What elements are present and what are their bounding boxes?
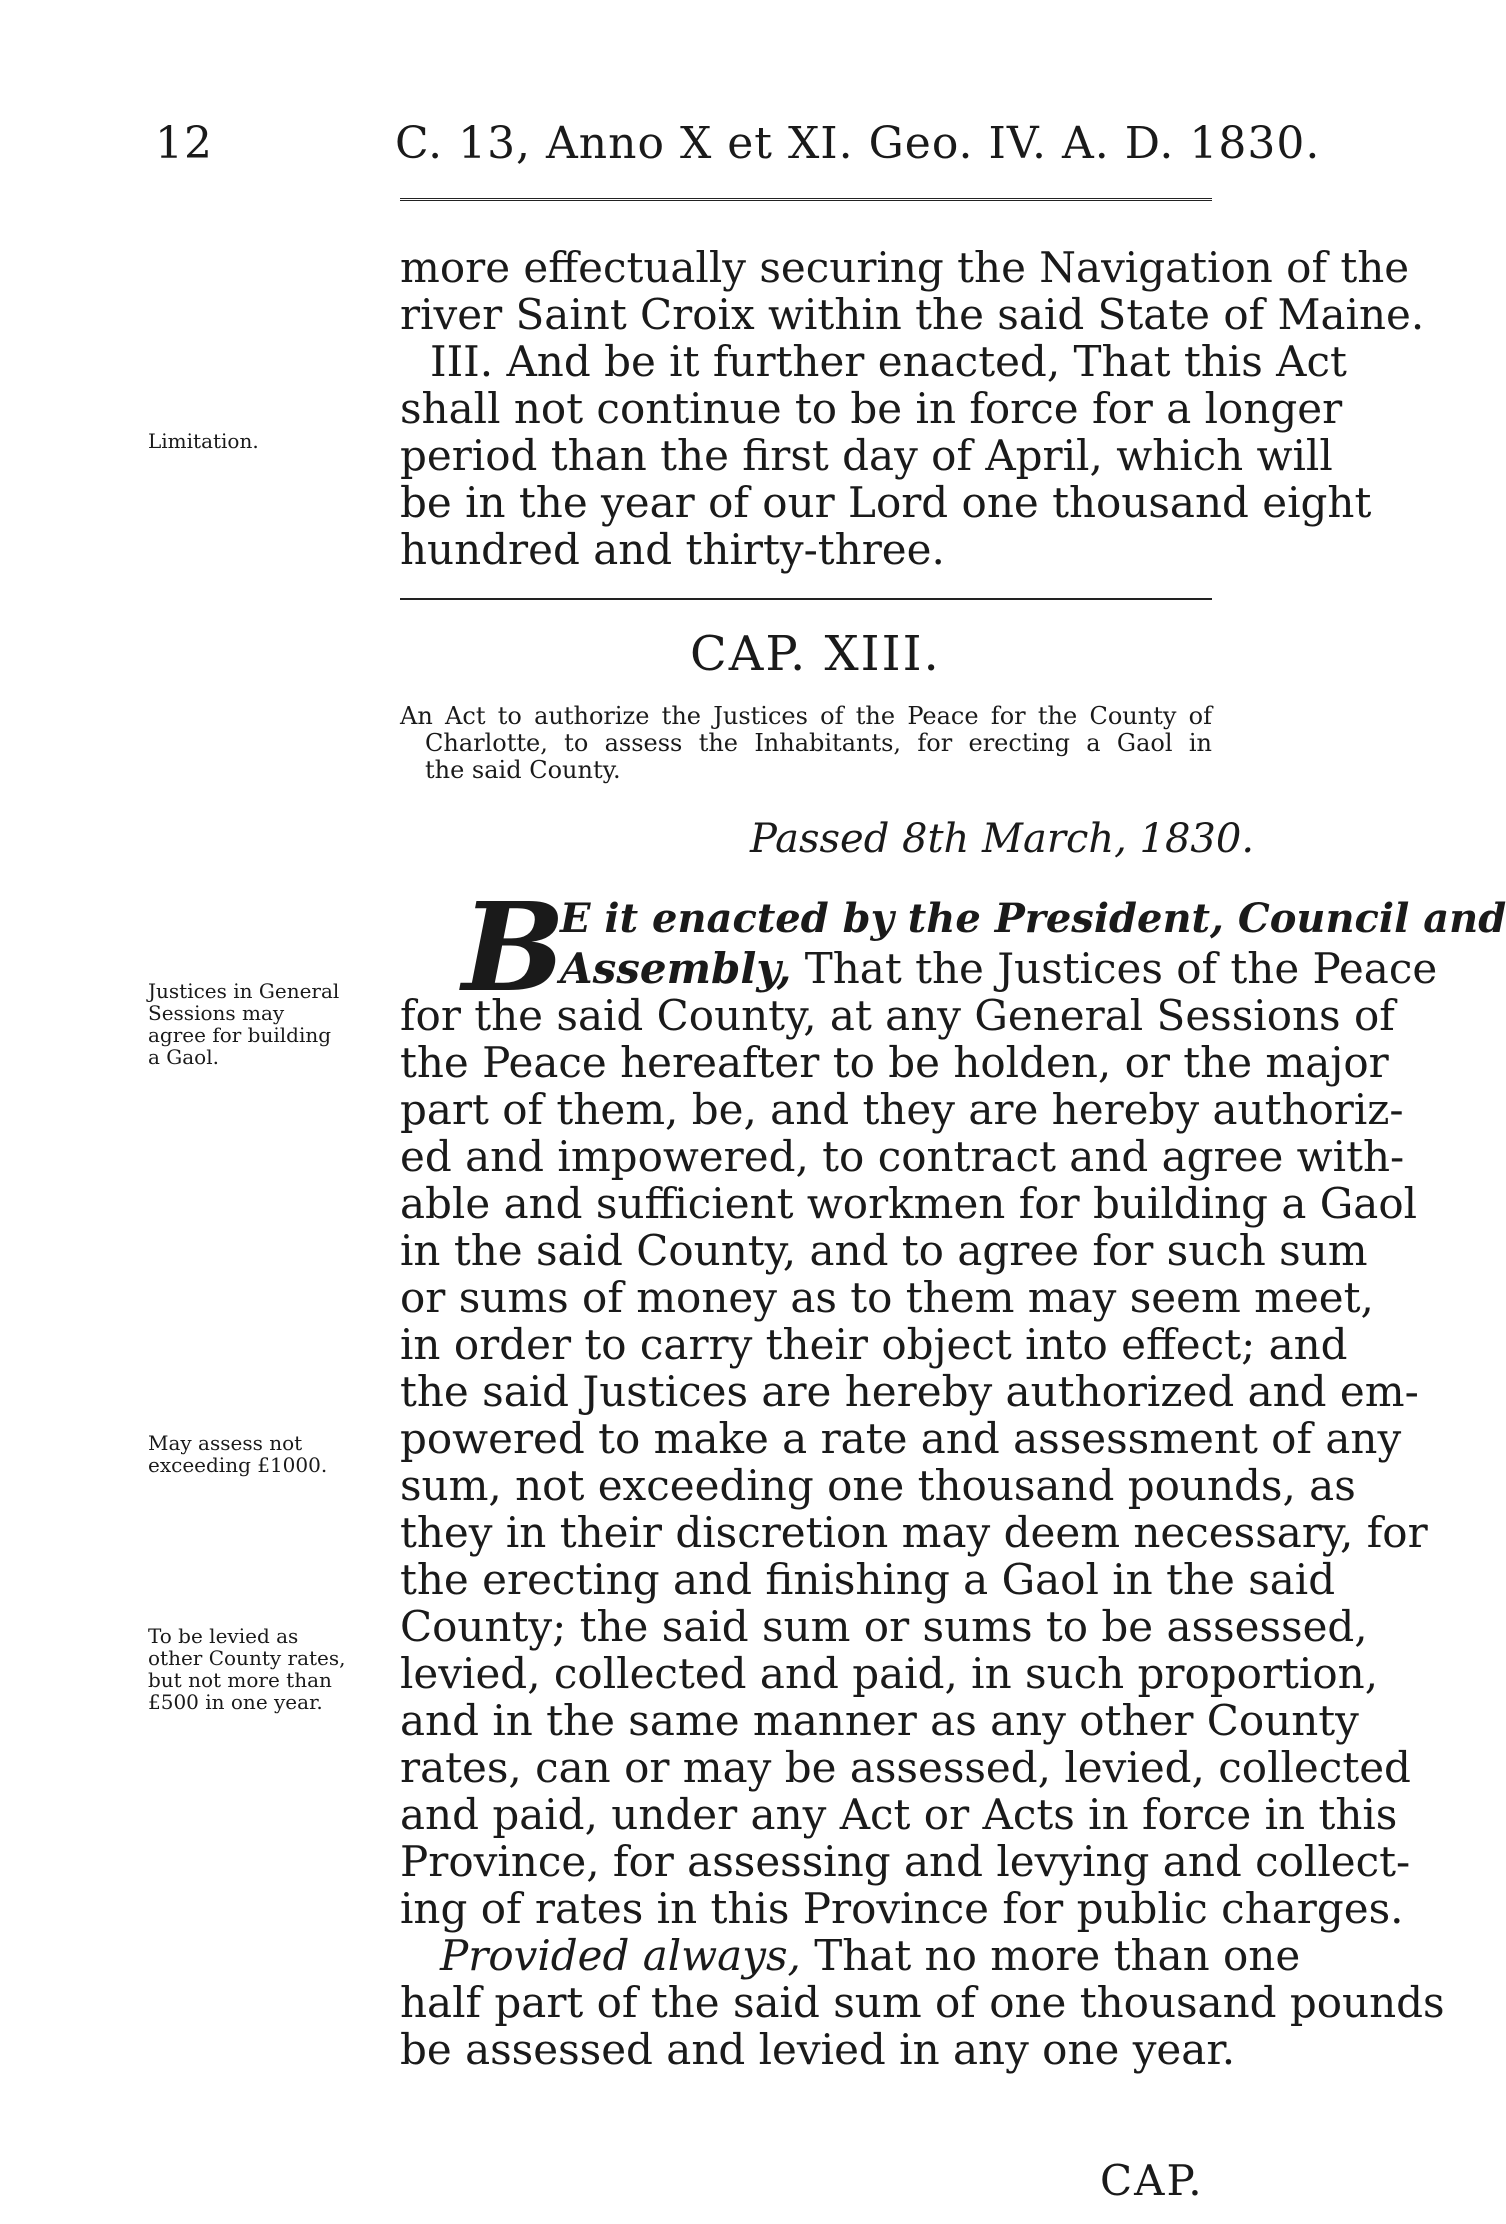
text-line: they in their discretion may deem necessary, for (400, 1508, 1428, 1557)
text-line: the Peace hereafter to be holden, or the major (400, 1038, 1389, 1087)
summary-line: An Act to authorize the Justices of the Peace for the County of (400, 702, 1212, 730)
text-line: levied, collected and paid, in such proportion, (400, 1649, 1379, 1698)
text-line: sum, not exceeding one thousand pounds, as (400, 1461, 1356, 1510)
text-line: be in the year of our Lord one thousand eight (400, 478, 1372, 527)
text-line: rates, can or may be assessed, levied, collected (400, 1743, 1411, 1792)
summary-line: Charlotte, to assess the Inhabitants, for erecting a Gaol in (425, 729, 1212, 757)
chapter-body-text (400, 991, 1445, 2074)
text-line: shall not continue to be in force for a longer (400, 384, 1343, 433)
text-line: Province, for assessing and levying and collect- (400, 1837, 1411, 1886)
page-number: 12 (155, 118, 213, 169)
text-line: or sums of money as to them may seem meet, (400, 1273, 1374, 1322)
text-line: more effectually securing the Navigation of the (400, 243, 1410, 292)
text-line: III. And be it further enacted, That this Act (430, 337, 1347, 386)
text-line: half part of the said sum of one thousand pounds (400, 1978, 1445, 2027)
enacting-italic: Assembly, (560, 944, 792, 993)
text-line: and in the same manner as any other County (400, 1696, 1359, 1745)
text-line: be assessed and levied in any one year. (400, 2025, 1236, 2074)
enacting-rest: That the Justices of the Peace (804, 944, 1438, 993)
running-title: C. 13, Anno X et XI. Geo. IV. A. D. 1830. (395, 118, 1321, 169)
text-line: ed and impowered, to contract and agree with- (400, 1132, 1405, 1181)
drop-cap-initial: B (462, 875, 566, 1019)
text-line: period than the first day of April, which will (400, 431, 1333, 480)
text-line: river Saint Croix within the said State of Maine. (400, 290, 1425, 339)
text-line: powered to make a rate and assessment of any (400, 1414, 1402, 1463)
margin-note-justices: Justices in General Sessions may agree for building a Gaol. (148, 979, 340, 1069)
text-line: part of them, be, and they are hereby authoriz- (400, 1085, 1404, 1134)
header-rule (400, 198, 1212, 205)
proviso-line (400, 1931, 1301, 1980)
text-line: in the said County, and to agree for such sum (400, 1226, 1368, 1275)
enacting-clause-line1: E it enacted by the President, Council and (560, 895, 1506, 942)
chapter-summary (400, 703, 1212, 784)
catchword: CAP. (1100, 2156, 1204, 2205)
passed-date: Passed 8th March, 1830. (750, 816, 1255, 862)
text-line: and paid, under any Act or Acts in force in this (400, 1790, 1398, 1839)
text-line: the erecting and finishing a Gaol in the said (400, 1555, 1336, 1604)
text-line: in order to carry their object into effect; and (400, 1320, 1348, 1369)
proviso-italic: Provided always, (440, 1931, 801, 1980)
section-rule (400, 598, 1212, 600)
text-line: hundred and thirty-three. (400, 525, 945, 574)
margin-note-assess: May assess not exceeding £1000. (148, 1431, 328, 1477)
text-line: ing of rates in this Province for public charges. (400, 1884, 1404, 1933)
previous-section-text (400, 243, 1425, 574)
text-line: able and sufficient workmen for building a Gaol (400, 1179, 1418, 1228)
summary-line: the said County. (425, 756, 621, 784)
chapter-title: CAP. XIII. (690, 626, 941, 682)
margin-note-levied: To be levied as other County rates, but not more than £500 in one year. (148, 1624, 346, 1714)
text-line: the said Justices are hereby authorized and em- (400, 1367, 1419, 1416)
proviso-text: That no more than one (814, 1931, 1301, 1980)
enacting-clause-line2 (560, 944, 1438, 993)
text-line: for the said County, at any General Sessions of (400, 991, 1395, 1040)
margin-note-limitation: Limitation. (148, 429, 259, 453)
text-line: County; the said sum or sums to be assessed, (400, 1602, 1368, 1651)
